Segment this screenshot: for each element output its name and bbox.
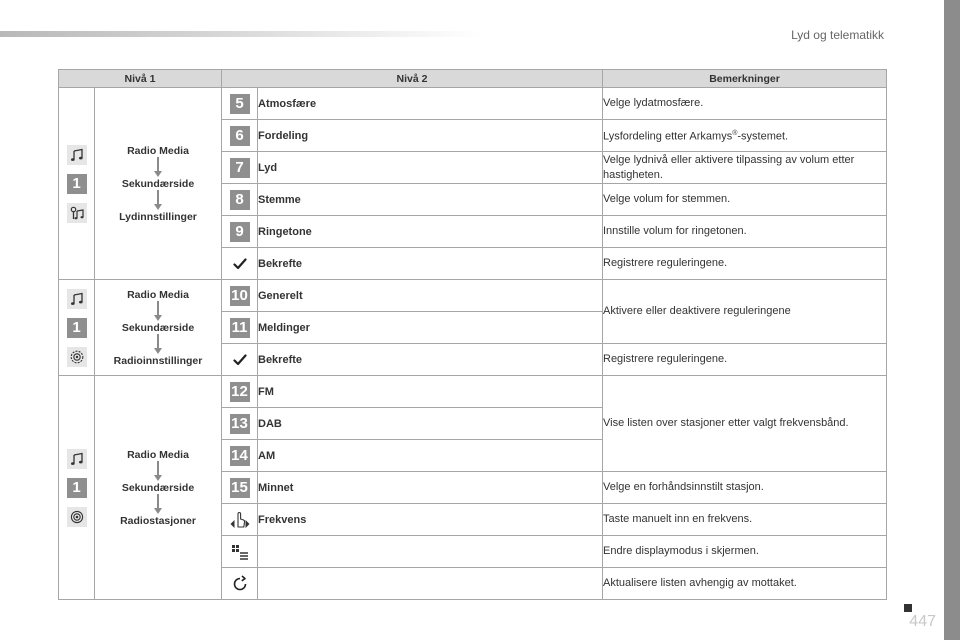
step-badge: 1	[67, 174, 87, 194]
level2-label: DAB	[258, 408, 603, 440]
arrow-down-icon	[154, 301, 162, 322]
step-badge: 10	[231, 287, 248, 304]
table-row	[59, 88, 887, 120]
arrow-down-icon	[154, 461, 162, 482]
path-step-sound-settings: Lydinnstillinger	[119, 210, 197, 223]
remark-text: Endre displaymodus i skjermen.	[603, 536, 887, 568]
music-settings-icon	[67, 203, 87, 223]
radio-settings-icon	[67, 347, 87, 367]
level2-label: Lyd	[258, 152, 603, 184]
arrow-down-icon	[154, 494, 162, 515]
level2-label: Minnet	[258, 472, 603, 504]
remark-text: Registrere reguleringene.	[603, 248, 887, 280]
path-step-radio-settings: Radioinnstillinger	[113, 354, 203, 367]
header-level2: Nivå 2	[222, 70, 603, 88]
header-rule	[0, 31, 480, 37]
step-badge: 5	[230, 94, 250, 114]
level2-label: Bekrefte	[258, 344, 603, 376]
level2-label	[258, 568, 603, 600]
music-note-icon	[67, 449, 87, 469]
step-badge: 1	[67, 318, 87, 338]
settings-table	[58, 69, 887, 600]
step-badge: 6	[230, 126, 250, 146]
radio-station-icon	[67, 507, 87, 527]
step-badge: 15	[231, 479, 248, 496]
header-level1: Nivå 1	[59, 70, 222, 88]
step-badge: 12	[231, 383, 248, 400]
path-step-radio-media: Radio Media	[127, 448, 189, 461]
level2-label: FM	[258, 376, 603, 408]
path-step-radio-media: Radio Media	[127, 144, 189, 157]
arrow-down-icon	[154, 157, 162, 178]
arrow-down-icon	[154, 334, 162, 355]
level2-label: Meldinger	[258, 312, 603, 344]
remark-text: Innstille volum for ringetonen.	[603, 216, 887, 248]
navigation-path	[95, 376, 222, 600]
chapter-title: Lyd og telematikk	[791, 28, 884, 42]
path-step-radio-media: Radio Media	[127, 288, 189, 301]
page-edge-rail	[944, 0, 960, 640]
group-icons	[59, 376, 95, 600]
remark-text: Velge lydatmosfære.	[603, 88, 887, 120]
display-mode-icon	[229, 541, 251, 563]
music-note-icon	[67, 289, 87, 309]
touch-frequency-icon	[229, 509, 251, 531]
path-step-secondary-page: Sekundærside	[121, 321, 195, 334]
group-icons	[59, 280, 95, 376]
remark-text-part: Lysfordeling etter Arkamys	[603, 130, 733, 143]
step-badge: 11	[230, 318, 250, 338]
step-badge: 9	[230, 222, 250, 242]
table-row	[59, 376, 887, 408]
arrow-down-icon	[154, 190, 162, 211]
navigation-path	[95, 88, 222, 280]
page-number: 447	[909, 613, 936, 630]
level2-label: Stemme	[258, 184, 603, 216]
step-badge: 13	[231, 415, 248, 432]
level2-label: Ringetone	[258, 216, 603, 248]
remark-text: Velge lydnivå eller aktivere tilpassing av volum etter hastigheten.	[603, 152, 887, 184]
remark-text: Aktivere eller deaktivere reguleringene	[603, 280, 887, 344]
level2-label: Atmosfære	[258, 88, 603, 120]
group-icons	[59, 88, 95, 280]
step-badge: 1	[67, 478, 87, 498]
checkmark-icon	[229, 253, 251, 275]
level2-label	[258, 536, 603, 568]
path-step-secondary-page: Sekundærside	[121, 177, 195, 190]
remark-text: Aktualisere listen avhengig av mottaket.	[603, 568, 887, 600]
level2-label: Generelt	[258, 280, 603, 312]
step-badge: 7	[230, 158, 250, 178]
remark-text: Velge volum for stemmen.	[603, 184, 887, 216]
checkmark-icon	[229, 349, 251, 371]
music-note-icon	[67, 145, 87, 165]
table-header-row	[59, 70, 887, 88]
remark-text	[603, 120, 887, 152]
level2-label: Bekrefte	[258, 248, 603, 280]
remark-text: Registrere reguleringene.	[603, 344, 887, 376]
navigation-path	[95, 280, 222, 376]
refresh-icon	[229, 573, 251, 595]
path-step-secondary-page: Sekundærside	[121, 481, 195, 494]
header-remarks: Bemerkninger	[603, 70, 887, 88]
step-badge: 8	[230, 190, 250, 210]
table-row	[59, 280, 887, 312]
registered-mark: ®	[732, 130, 738, 138]
level2-label: Fordeling	[258, 120, 603, 152]
step-badge: 14	[231, 447, 248, 464]
path-step-radio-stations: Radiostasjoner	[120, 514, 196, 527]
remark-text: Velge en forhåndsinnstilt stasjon.	[603, 472, 887, 504]
page-marker	[904, 604, 912, 612]
level2-label: Frekvens	[258, 504, 603, 536]
level2-label: AM	[258, 440, 603, 472]
remark-text: Taste manuelt inn en frekvens.	[603, 504, 887, 536]
remark-text: Vise listen over stasjoner etter valgt frekvensbånd.	[603, 376, 887, 472]
remark-text-part: -systemet.	[737, 130, 789, 143]
